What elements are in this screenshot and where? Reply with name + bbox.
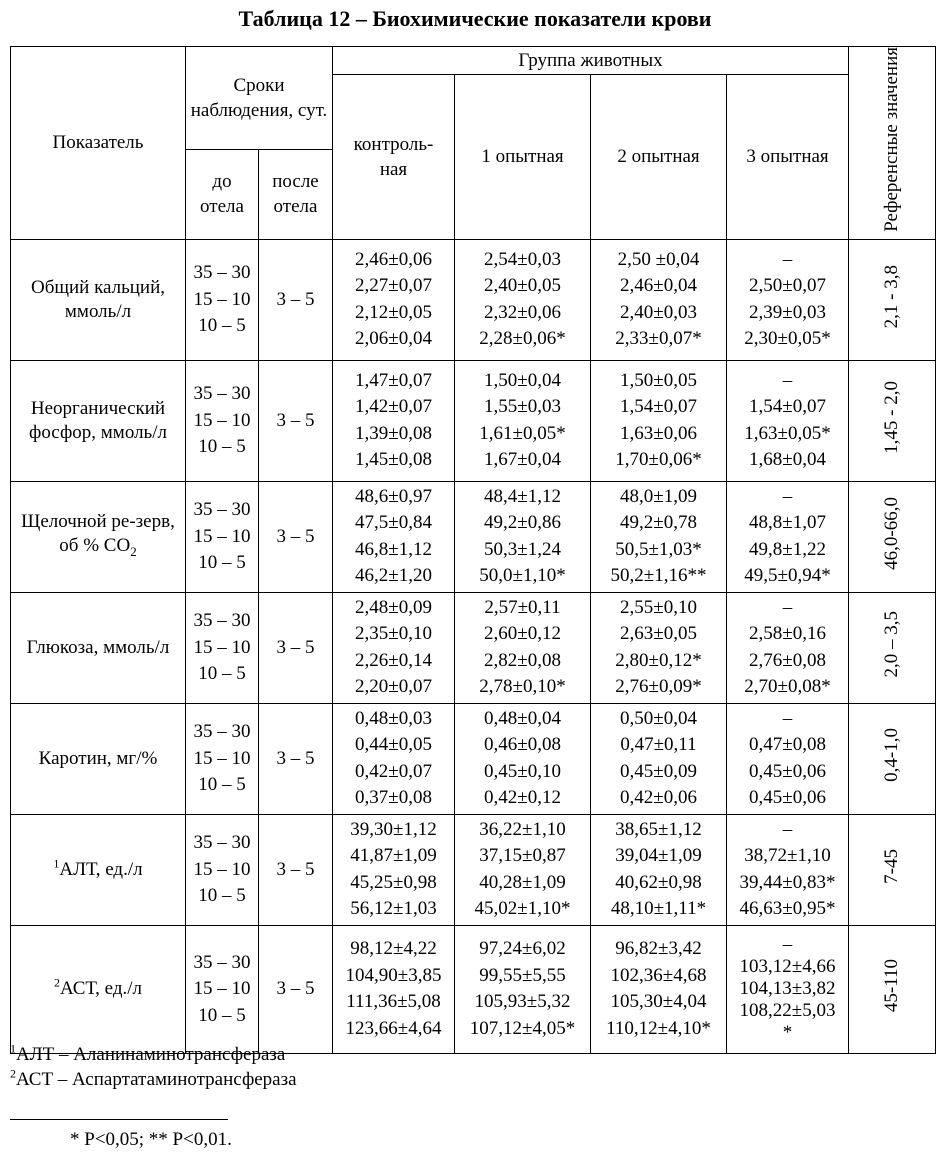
- measurement-value: 111,36±5,08: [346, 991, 441, 1013]
- before-calving-cell: [186, 481, 259, 592]
- indicator-label: Неорганический фосфор, ммоль/л: [29, 397, 167, 443]
- table-row: [11, 703, 936, 814]
- value-cell-exp2: [591, 814, 727, 925]
- table-title: Таблица 12 – Биохимические показатели крови: [238, 6, 712, 31]
- value-cell-exp3: [727, 481, 849, 592]
- measurement-value: 2,50 ±0,04: [617, 248, 700, 270]
- measurement-value: 0,46±0,08: [484, 734, 561, 756]
- value-cell-exp2: [591, 481, 727, 592]
- period-value: 35 – 30: [193, 610, 251, 632]
- measurement-value: 37,15±0,87: [479, 845, 566, 867]
- value-cell-exp3: [727, 360, 849, 481]
- value-cell-control: [333, 592, 455, 703]
- measurement-value: 99,55±5,55: [479, 964, 566, 986]
- indicator-label: Щелочной ре-зерв,: [21, 510, 175, 532]
- measurement-value: –: [782, 707, 793, 729]
- period-value: 15 – 10: [193, 409, 251, 431]
- measurement-value: –: [782, 369, 793, 391]
- footnote-alt: $^1$АЛТ – Аланинаминотрансфераза: [10, 1041, 286, 1065]
- after-calving-cell: [259, 360, 333, 481]
- measurement-value: –: [782, 248, 793, 270]
- period-value: 3 – 5: [276, 978, 315, 1000]
- measurement-value: 2,63±0,05: [620, 623, 697, 645]
- table-row: [11, 592, 936, 703]
- indicator-label: Глюкоза, ммоль/л: [26, 636, 170, 658]
- value-cell-exp3: [727, 814, 849, 925]
- measurement-value: 103,12±4,66: [739, 956, 836, 978]
- measurement-value: 49,5±0,94*: [744, 565, 831, 587]
- indicator-label: Общий кальций, ммоль/л: [30, 276, 166, 322]
- indicator-label: АСТ, ед./л: [59, 978, 142, 1000]
- period-value: 3 – 5: [276, 747, 315, 769]
- reference-value: 2,0 – 3,5: [881, 611, 902, 678]
- after-calving-cell: [259, 925, 333, 1053]
- period-value: 10 – 5: [198, 885, 246, 907]
- period-value: 35 – 30: [193, 951, 251, 973]
- footnote-ast: $^2$АСТ – Аспартатаминотрансфераза: [10, 1066, 297, 1090]
- table-row: [11, 481, 936, 592]
- biochemistry-table: [10, 46, 936, 1054]
- measurement-value: 2,48±0,09: [355, 596, 432, 618]
- footnote-divider: [10, 1119, 228, 1120]
- period-value: 3 – 5: [276, 858, 315, 880]
- measurement-value: 1,45±0,08: [355, 449, 432, 471]
- value-cell-control: [333, 703, 455, 814]
- reference-cell: [849, 592, 936, 703]
- value-cell-exp3: [727, 592, 849, 703]
- measurement-value: 1,39±0,08: [355, 422, 432, 444]
- value-cell-control: [333, 481, 455, 592]
- value-cell-exp1: [455, 360, 591, 481]
- measurement-value: 2,82±0,08: [484, 649, 561, 671]
- after-calving-cell: [259, 481, 333, 592]
- after-calving-cell: [259, 239, 333, 360]
- measurement-value: 2,76±0,09*: [615, 676, 702, 698]
- measurement-value: 0,42±0,12: [484, 787, 561, 809]
- measurement-value: 2,30±0,05*: [744, 328, 831, 350]
- measurement-value: 2,54±0,03: [484, 248, 561, 270]
- reference-cell: [849, 814, 936, 925]
- header-exp3: 3 опытная: [727, 75, 849, 240]
- measurement-value: 0,45±0,06: [749, 787, 826, 809]
- indicator-cell: $^2$АСТ, ед./л: [11, 925, 186, 1053]
- measurement-value: 45,02±1,10*: [474, 898, 571, 920]
- measurement-value: 2,06±0,04: [355, 328, 432, 350]
- indicator-cell: [11, 592, 186, 703]
- measurement-value: 36,22±1,10: [479, 818, 566, 840]
- measurement-value: 0,45±0,10: [484, 760, 561, 782]
- before-calving-cell: [186, 703, 259, 814]
- measurement-value: 1,63±0,06: [620, 422, 697, 444]
- period-value: 35 – 30: [193, 721, 251, 743]
- measurement-value: 39,04±1,09: [615, 845, 702, 867]
- value-cell-exp1: [455, 239, 591, 360]
- value-cell-exp3: [727, 925, 849, 1053]
- measurement-value: 2,58±0,16: [749, 623, 826, 645]
- measurement-value: 105,30±4,04: [610, 991, 707, 1013]
- measurement-value: –: [782, 818, 793, 840]
- period-value: 15 – 10: [193, 525, 251, 547]
- measurement-value: 38,65±1,12: [615, 818, 702, 840]
- period-value: 10 – 5: [198, 1004, 246, 1026]
- period-value: 3 – 5: [276, 409, 315, 431]
- measurement-value: –: [782, 934, 793, 956]
- value-cell-control: [333, 360, 455, 481]
- measurement-value: 0,48±0,03: [355, 707, 432, 729]
- measurement-value: 102,36±4,68: [610, 964, 707, 986]
- value-cell-exp2: [591, 925, 727, 1053]
- value-cell-exp2: [591, 360, 727, 481]
- measurement-value: –: [782, 596, 793, 618]
- measurement-value: 0,44±0,05: [355, 734, 432, 756]
- measurement-value: 46,63±0,95*: [739, 898, 836, 920]
- measurement-value: 49,8±1,22: [749, 538, 826, 560]
- measurement-value: 0,47±0,08: [749, 734, 826, 756]
- significance-note: * P<0,05; ** P<0,01.: [70, 1129, 232, 1150]
- reference-cell: [849, 703, 936, 814]
- header-group: Группа животных: [333, 47, 849, 75]
- measurement-value: 110,12±4,10*: [606, 1017, 711, 1039]
- table-row: [11, 925, 936, 1053]
- measurement-value: 0,37±0,08: [355, 787, 432, 809]
- period-value: 35 – 30: [193, 499, 251, 521]
- measurement-value: 105,93±5,32: [474, 991, 571, 1013]
- measurement-value: 0,42±0,06: [620, 787, 697, 809]
- value-cell-exp1: [455, 703, 591, 814]
- measurement-value: 1,47±0,07: [355, 369, 432, 391]
- measurement-value: 0,45±0,06: [749, 760, 826, 782]
- measurement-value: 2,26±0,14: [355, 649, 432, 671]
- measurement-value: 1,68±0,04: [749, 449, 826, 471]
- period-value: 35 – 30: [193, 262, 251, 284]
- measurement-value: 0,48±0,04: [484, 707, 561, 729]
- period-value: 35 – 30: [193, 832, 251, 854]
- measurement-value: 108,22±5,03: [739, 1000, 836, 1022]
- measurement-value: 123,66±4,64: [345, 1017, 442, 1039]
- measurement-value: 48,4±1,12: [484, 485, 561, 507]
- measurement-value: 48,0±1,09: [620, 485, 697, 507]
- measurement-value: 46,2±1,20: [355, 565, 432, 587]
- period-value: 3 – 5: [276, 525, 315, 547]
- indicator-cell: [11, 360, 186, 481]
- reference-value: 2,1 - 3,8: [881, 264, 902, 328]
- period-value: 3 – 5: [276, 636, 315, 658]
- value-cell-control: [333, 239, 455, 360]
- before-calving-cell: [186, 239, 259, 360]
- measurement-value: 2,46±0,04: [620, 275, 697, 297]
- measurement-value: 2,27±0,07: [355, 275, 432, 297]
- reference-value: 46,0-66,0: [881, 496, 902, 570]
- measurement-value: 39,30±1,12: [350, 818, 437, 840]
- measurement-value: 2,12±0,05: [355, 301, 432, 323]
- after-calving-cell: [259, 592, 333, 703]
- header-exp1: 1 опытная: [455, 75, 591, 240]
- measurement-value: 2,50±0,07: [749, 275, 826, 297]
- indicator-cell: [11, 239, 186, 360]
- measurement-value: 48,6±0,97: [355, 485, 432, 507]
- period-value: 15 – 10: [193, 978, 251, 1000]
- value-cell-exp3: [727, 703, 849, 814]
- header-after: после отела: [259, 149, 333, 239]
- measurement-value: 97,24±6,02: [479, 938, 566, 960]
- measurement-value: 56,12±1,03: [350, 898, 437, 920]
- header-reference: [849, 47, 936, 240]
- footnotes: [10, 1042, 297, 1092]
- measurement-value: –: [782, 485, 793, 507]
- measurement-value: 39,44±0,83*: [739, 871, 836, 893]
- measurement-value: 2,55±0,10: [620, 596, 697, 618]
- table-row: [11, 360, 936, 481]
- reference-value: 1,45 - 2,0: [881, 380, 902, 454]
- measurement-value: 2,40±0,03: [620, 301, 697, 323]
- measurement-value: 2,80±0,12*: [615, 649, 702, 671]
- indicator-cell: [11, 703, 186, 814]
- measurement-value: 1,54±0,07: [620, 396, 697, 418]
- reference-cell: [849, 925, 936, 1053]
- value-cell-exp1: [455, 814, 591, 925]
- value-cell-control: [333, 814, 455, 925]
- measurement-value: 107,12±4,05*: [469, 1017, 576, 1039]
- measurement-value: 1,63±0,05*: [744, 422, 831, 444]
- measurement-value: 2,39±0,03: [749, 301, 826, 323]
- value-cell-exp2: [591, 703, 727, 814]
- before-calving-cell: [186, 360, 259, 481]
- header-exp2: 2 опытная: [591, 75, 727, 240]
- value-cell-control: [333, 925, 455, 1053]
- before-calving-cell: [186, 814, 259, 925]
- indicator-unit: об % CO: [59, 534, 131, 556]
- measurement-value: 2,33±0,07*: [615, 328, 702, 350]
- period-value: 15 – 10: [193, 858, 251, 880]
- table-row: [11, 814, 936, 925]
- measurement-value: *: [782, 1022, 793, 1044]
- measurement-value: 104,90±3,85: [345, 964, 442, 986]
- reference-value: 45-110: [881, 959, 902, 1013]
- measurement-value: 2,57±0,11: [484, 596, 561, 618]
- period-value: 10 – 5: [198, 315, 246, 337]
- measurement-value: 2,20±0,07: [355, 676, 432, 698]
- measurement-value: 2,46±0,06: [355, 248, 432, 270]
- measurement-value: 40,62±0,98: [615, 871, 702, 893]
- measurement-value: 0,42±0,07: [355, 760, 432, 782]
- period-value: 15 – 10: [193, 636, 251, 658]
- header-reference-label: Референсные значения: [881, 47, 902, 232]
- measurement-value: 1,54±0,07: [749, 396, 826, 418]
- measurement-value: 50,0±1,10*: [479, 565, 566, 587]
- reference-cell: [849, 239, 936, 360]
- measurement-value: 46,8±1,12: [355, 538, 432, 560]
- reference-value: 0,4-1,0: [881, 728, 902, 783]
- indicator-label: АЛТ, ед./л: [59, 858, 143, 880]
- measurement-value: 41,87±1,09: [350, 845, 437, 867]
- header-control: контроль-ная: [333, 75, 455, 240]
- period-value: 10 – 5: [198, 436, 246, 458]
- period-value: 10 – 5: [198, 663, 246, 685]
- measurement-value: 96,82±3,42: [615, 938, 702, 960]
- measurement-value: 49,2±0,78: [620, 512, 697, 534]
- after-calving-cell: [259, 703, 333, 814]
- period-value: 3 – 5: [276, 288, 315, 310]
- measurement-value: 98,12±4,22: [350, 938, 437, 960]
- before-calving-cell: [186, 925, 259, 1053]
- measurement-value: 50,2±1,16**: [610, 565, 707, 587]
- measurement-value: 1,55±0,03: [484, 396, 561, 418]
- indicator-cell: $^1$АЛТ, ед./л: [11, 814, 186, 925]
- value-cell-exp3: [727, 239, 849, 360]
- measurement-value: 2,70±0,08*: [744, 676, 831, 698]
- period-value: 15 – 10: [193, 747, 251, 769]
- measurement-value: 49,2±0,86: [484, 512, 561, 534]
- measurement-value: 47,5±0,84: [355, 512, 432, 534]
- measurement-value: 48,8±1,07: [749, 512, 826, 534]
- measurement-value: 0,50±0,04: [620, 707, 697, 729]
- measurement-value: 2,32±0,06: [484, 301, 561, 323]
- measurement-value: 0,47±0,11: [620, 734, 697, 756]
- before-calving-cell: [186, 592, 259, 703]
- reference-value: 7-45: [881, 848, 902, 884]
- measurement-value: 2,76±0,08: [749, 649, 826, 671]
- header-indicator: Показатель: [11, 47, 186, 240]
- measurement-value: 2,78±0,10*: [479, 676, 566, 698]
- measurement-value: 1,61±0,05*: [479, 422, 566, 444]
- table-row: [11, 239, 936, 360]
- value-cell-exp2: [591, 592, 727, 703]
- value-cell-exp1: [455, 592, 591, 703]
- after-calving-cell: [259, 814, 333, 925]
- period-value: 10 – 5: [198, 552, 246, 574]
- measurement-value: 104,13±3,82: [739, 978, 836, 1000]
- measurement-value: 50,3±1,24: [484, 538, 561, 560]
- measurement-value: 1,50±0,05: [620, 369, 697, 391]
- measurement-value: 1,50±0,04: [484, 369, 561, 391]
- measurement-value: 40,28±1,09: [479, 871, 566, 893]
- indicator-label: Каротин, мг/%: [38, 747, 158, 769]
- reference-cell: [849, 481, 936, 592]
- measurement-value: 2,60±0,12: [484, 623, 561, 645]
- measurement-value: 2,40±0,05: [484, 275, 561, 297]
- measurement-value: 50,5±1,03*: [615, 538, 702, 560]
- measurement-value: 2,28±0,06*: [479, 328, 566, 350]
- header-periods: Сроки наблюдения, сут.: [186, 47, 333, 150]
- measurement-value: 48,10±1,11*: [610, 898, 707, 920]
- period-value: 35 – 30: [193, 383, 251, 405]
- header-before: до отела: [186, 149, 259, 239]
- value-cell-exp1: [455, 925, 591, 1053]
- measurement-value: 2,35±0,10: [355, 623, 432, 645]
- value-cell-exp1: [455, 481, 591, 592]
- measurement-value: 1,70±0,06*: [615, 449, 702, 471]
- measurement-value: 0,45±0,09: [620, 760, 697, 782]
- measurement-value: 38,72±1,10: [744, 845, 831, 867]
- value-cell-exp2: [591, 239, 727, 360]
- period-value: 15 – 10: [193, 288, 251, 310]
- indicator-cell: Щелочной ре-зерв, об % $CO_2$: [11, 481, 186, 592]
- measurement-value: 1,42±0,07: [355, 396, 432, 418]
- measurement-value: 45,25±0,98: [350, 871, 437, 893]
- measurement-value: 1,67±0,04: [484, 449, 561, 471]
- reference-cell: [849, 360, 936, 481]
- period-value: 10 – 5: [198, 774, 246, 796]
